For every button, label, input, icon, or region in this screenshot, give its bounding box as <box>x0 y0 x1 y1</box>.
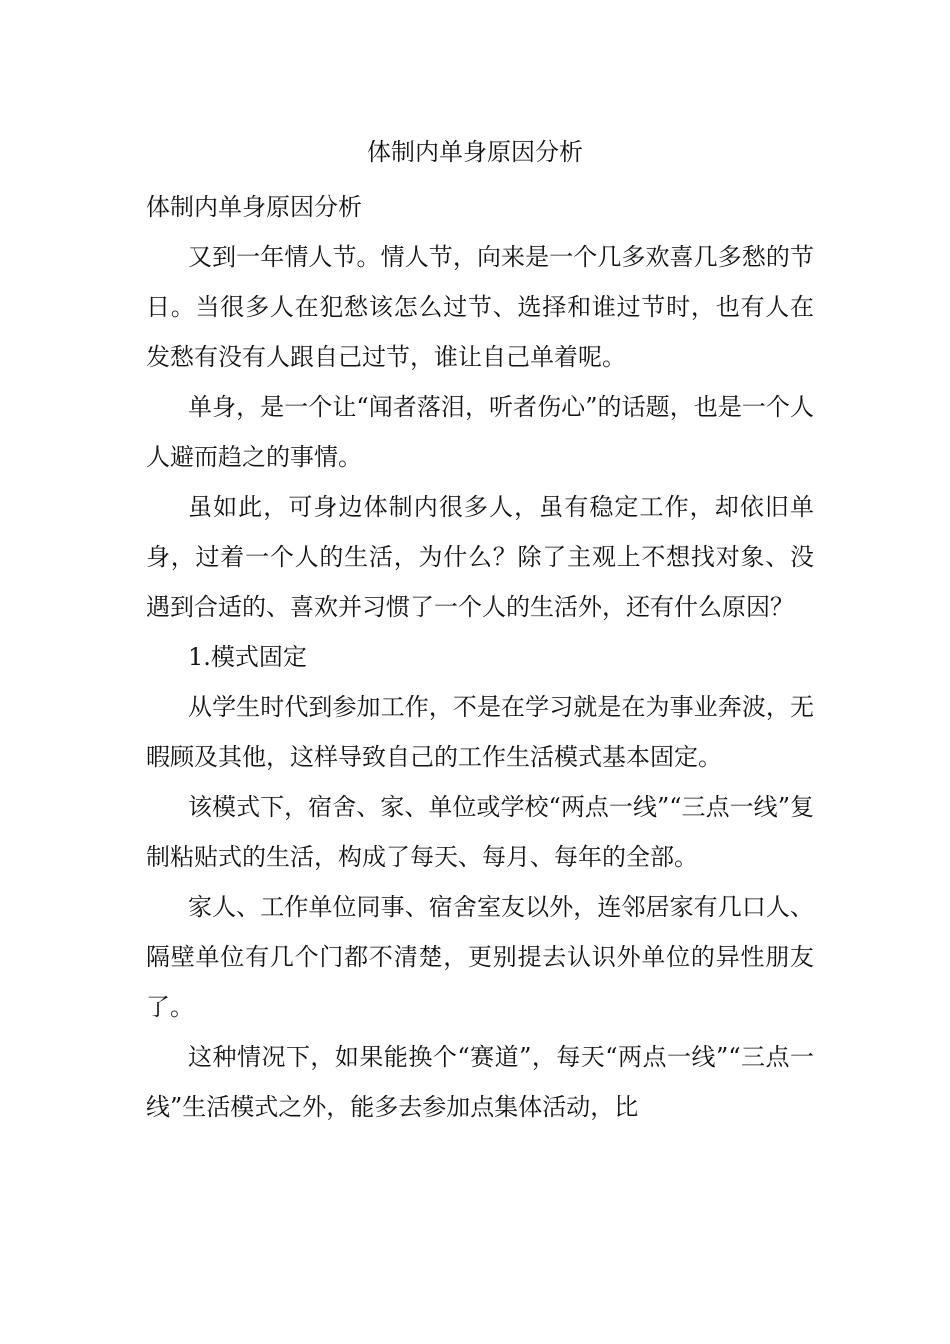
paragraph: 虽如此，可身边体制内很多人，虽有稳定工作，却依旧单身，过着一个人的生活，为什么？除了主观上不想找对象、没遇到合适的、喜欢并习惯了一个人的生活外，还有什么原因？ <box>146 493 814 621</box>
paragraph: 单身，是一个让“闻者落泪，听者伤心”的话题，也是一个人人避而趋之的事情。 <box>146 393 814 471</box>
paragraph: 这种情况下，如果能换个“赛道”，每天“两点一线”“三点一线”生活模式之外，能多去参加点集体活动，比 <box>146 1043 814 1121</box>
paragraph: 又到一年情人节。情人节，向来是一个几多欢喜几多愁的节日。当很多人在犯愁该怎么过节、选择和谁过节时，也有人在发愁有没有人跟自己过节，谁让自己单着呢。 <box>146 243 814 371</box>
document-body <box>146 182 814 1132</box>
section-heading: 体制内单身原因分析 <box>146 193 362 221</box>
paragraph: 该模式下，宿舍、家、单位或学校“两点一线”“三点一线”复制粘贴式的生活，构成了每天、每月、每年的全部。 <box>146 793 814 871</box>
paragraph: 家人、工作单位同事、宿舍室友以外，连邻居家有几口人、隔壁单位有几个门都不清楚，更别提去认识外单位的异性朋友了。 <box>146 893 814 1021</box>
subsection-heading: 1.模式固定 <box>188 643 307 671</box>
page-title: 体制内单身原因分析 <box>367 138 583 166</box>
paragraph: 从学生时代到参加工作，不是在学习就是在为事业奔波，无暇顾及其他，这样导致自己的工作生活模式基本固定。 <box>146 693 814 771</box>
